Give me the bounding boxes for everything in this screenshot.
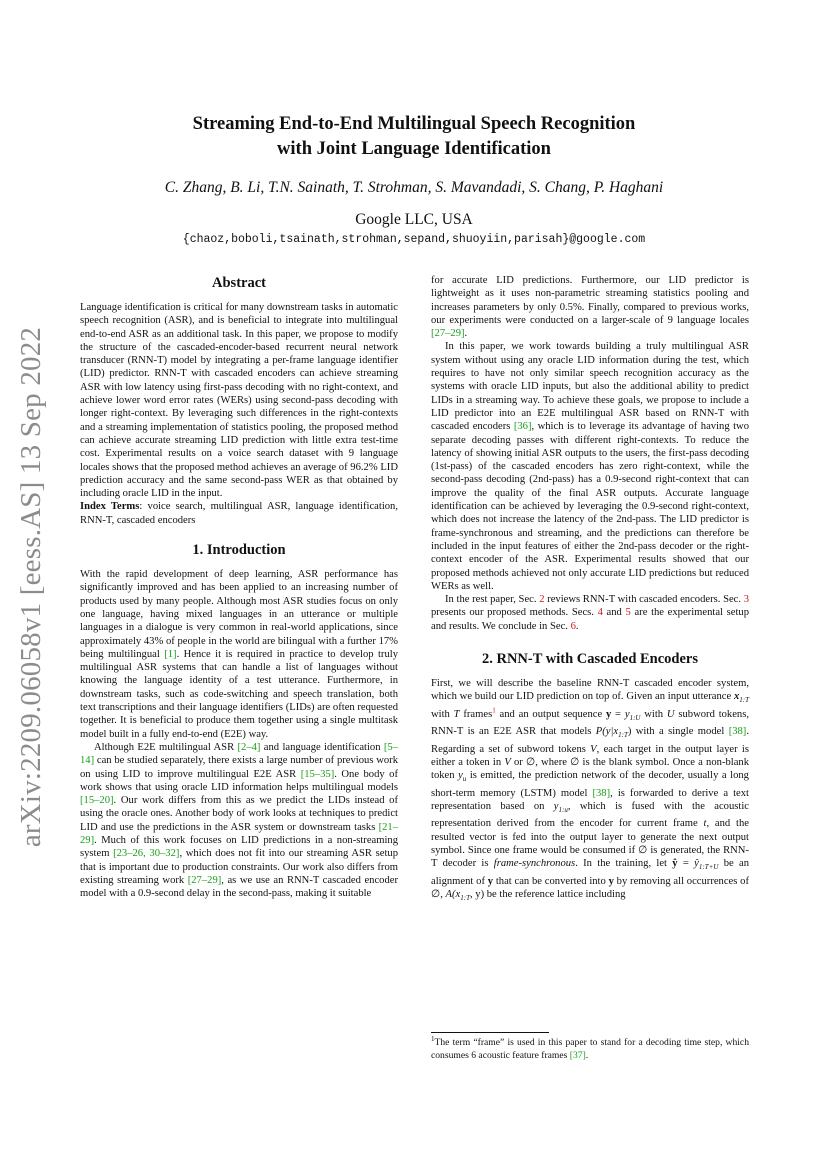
citation-link[interactable]: [23–26, 30–32] [113, 848, 180, 860]
right-column [431, 274, 749, 905]
footnote: $^1$The term “frame” is used in this paper to stand for a decoding time step, which consumes 6 acoustic feature frames [37]. [431, 1034, 749, 1061]
section-link[interactable]: 3 [743, 594, 749, 606]
citation-link[interactable]: [2–4] [237, 741, 261, 753]
footnote-link[interactable]: 1 [492, 706, 496, 715]
intro-paragraph-4: In the rest paper, Sec. 2 reviews RNN-T with cascaded encoders. Sec. 3 presents our proposed methods. Secs. 4 and 5 are the experimental setup and results. We conclude in Sec. 6. [431, 594, 749, 632]
left-column [80, 274, 398, 900]
intro-paragraph-continued: for accurate LID predictions. Furthermore, our LID predictor is lightweight as it uses non-parametric streaming statistics pooling and increases parameters by only 0.5%. Finally, compared to previous works, our experiments were conducted on a larger-scale of 9 language locales [27–29]. [431, 275, 749, 340]
section-link[interactable]: 4 [597, 607, 603, 619]
section-link[interactable]: 5 [625, 607, 631, 619]
intro-paragraph-2: Although E2E multilingual ASR [2–4] and language identification [5–14] can be studied separately, there exists a large number of previous work on using LID to improve multilingual E2E ASR [15–35]. One body of work shows that using oracle LID information helps multilingual models [15–20]. Our work differs from this as we predict the LIDs instead of using the oracle ones. Another body of work looks at techniques to predict LID and use the predictions in the ASR system or downstream tasks [21–29]. Much of this work focuses on LID predictions in a non-streaming system [23–26, 30–32], which does not fit into our streaming ASR setup that is important due to production constraints. Our work also differs from existing streaming work [27–29], as we use an RNN-T cascaded encoder model with a 0.9-second delay in the second-pass, making it suitable [80, 741, 399, 900]
footnote-mark: 1 [431, 1034, 435, 1043]
citation-link[interactable]: [5–14] [80, 741, 399, 767]
section-link[interactable]: 6 [570, 620, 576, 632]
section-2-heading: 2. RNN-T with Cascaded Encoders [481, 651, 699, 668]
citation-link[interactable]: [27–29] [431, 328, 465, 340]
footnote-divider [431, 1032, 549, 1033]
affiliation: Google LLC, USA [355, 211, 473, 228]
citation-link[interactable]: [38] [728, 726, 747, 738]
citation-link[interactable]: [37] [569, 1049, 586, 1061]
abstract-text: Language identification is critical for many downstream tasks in automatic speech recognition (ASR), and is beneficial to integrate into multilingual end-to-end ASR as an additional task. In this paper, we propose to modify the structure of the cascaded-encoder-based recurrent neural network transducer (RNN-T) model by integrating a per-frame language identifier (LID) predictor. RNN-T with cascaded encoders can achieve streaming ASR with low latency using first-pass decoding with no right-context, and achieve lower word error rates (WERs) using second-pass decoding with longer right-context. By leveraging such differences in the right-contexts and a streaming implementation of statistics pooling, the proposed method can achieve accurate streaming LID prediction with little extra test-time cost. Experimental results on a voice search dataset with 9 language locales shows that the proposed method achieves an average of 96.2% LID prediction accuracy and the same second-pass WER as that obtained by including oracle LID in the input. Index Terms: voice search, multilingual ASR, language identification, RNN-T, cascaded encoders [80, 302, 399, 526]
title-line-1: Streaming End-to-End Multilingual Speech Recognition [192, 114, 636, 134]
section-2-paragraph-1: First, we will describe the baseline RNN-T cascaded encoder system, which we build our LID prediction on top of. Given an input utterance $x_{1:T}$ with T frames$^1$ and an output sequence $y = y_{1:U}$ with U subword tokens, RNN-T is an E2E ASR that models $P(y|x_{1:T})$ with a single model [38]. Regarding a set of subword tokens V, each target in the output layer is either a token in V or ∅, where ∅ is the blank symbol. Once a non-blank token $y_u$ is emitted, the prediction network of the decoder, usually a long short-term memory (LSTM) model [38], is forwarded to derive a text representation based on $y_{1:u}$, which is fused with the acoustic representation derived from the encoder for current frame t, and the resulted vector is fed into the output layer to generate the next output symbol. Since one frame would be consumed if ∅ is generated, the RNN-T decoder is frame-synchronous. In the training, let ŷ = $ŷ_{1:T+U}$ be an alignment of y that can be converted into y by removing all occurrences of ∅, $A(x_{1:T}$, y) be the reference lattice including [431, 678, 750, 902]
section-link[interactable]: 2 [539, 594, 545, 606]
intro-paragraph-3: In this paper, we work towards building a truly multilingual ASR system without using any oracle LID information during the test, which requires to have not only similar speech recognition accuracy as the systems with oracle LID inputs, but also the additional ability to predict LIDs in a streaming way. To achieve these goals, we propose to include a LID predictor into an E2E multilingual ASR based on RNN-T with cascaded encoders [36], which is to leverage its advantage of having two separate decoding passes with different right-contexts. To reduce the latency of showing initial ASR outputs to the users, the first-pass decoding (1st-pass) of the cascaded encoders has zero right-context, while the second-pass decoding (2nd-pass) has a 0.9-second right-context that can improve the quality of the final ASR outputs. Accurate language identification can be achieved by leveraging the 0.9-second right-context, which does not increase the latency of the 2nd-pass. The LID predictor is frame-synchronous and streaming, and the predictions can therefore be included in the input features of either the 2nd-pass decoder or the right-context encoder of the ASR. Experimental results showed that our proposed methods achieved not only accurate LID predictions but reduced WERs as well. [431, 341, 749, 592]
abstract-heading: Abstract [212, 275, 266, 291]
citation-link[interactable]: [36] [513, 421, 532, 433]
paper-title [80, 112, 748, 162]
index-terms-label: Index Terms [80, 501, 140, 513]
index-terms: : voice search, multilingual ASR, language identification, RNN-T, cascaded encoders [80, 501, 399, 526]
introduction-heading: 1. Introduction [192, 542, 286, 559]
citation-link[interactable]: [38] [592, 787, 611, 799]
title-line-2: with Joint Language Identification [277, 139, 551, 159]
citation-link[interactable]: [21–29] [80, 821, 398, 846]
arxiv-identifier-stamp: arXiv:2209.06058v1 [eess.AS] 13 Sep 2022 [15, 326, 47, 848]
author-list: C. Zhang, B. Li, T.N. Sainath, T. Strohman, S. Mavandadi, S. Chang, P. Haghani [164, 179, 664, 196]
citation-link[interactable]: [27–29] [187, 874, 222, 886]
intro-paragraph-1: With the rapid development of deep learning, ASR performance has significantly improved and has been applied to an increasing number of products used by many people. Although most ASR studies focus on only one language, having mixed languages in an utterance or multiple languages in a dialogue is very common in real-world applications, since approximately 43% of people in the world are bilingual with a further 17% being multilingual [1]. Hence it is required in practice to develop truly multilingual ASR systems that can handle a list of languages without knowing the language identity of a test utterance. Furthermore, in downstream tasks, such as code-switching and speech translation, both text transcriptions and their language identifiers (LIDs) are often requested together. It is beneficial to produce them together using a single multitask model built in a fully end-to-end (E2E) way. [80, 569, 398, 740]
citation-link[interactable]: [15–35] [300, 768, 335, 780]
citation-link[interactable]: [1] [164, 648, 177, 660]
citation-link[interactable]: [15–20] [80, 795, 114, 807]
author-emails: {chaoz,boboli,tsainath,strohman,sepand,shuoyiin,parisah}@google.com [182, 233, 646, 246]
